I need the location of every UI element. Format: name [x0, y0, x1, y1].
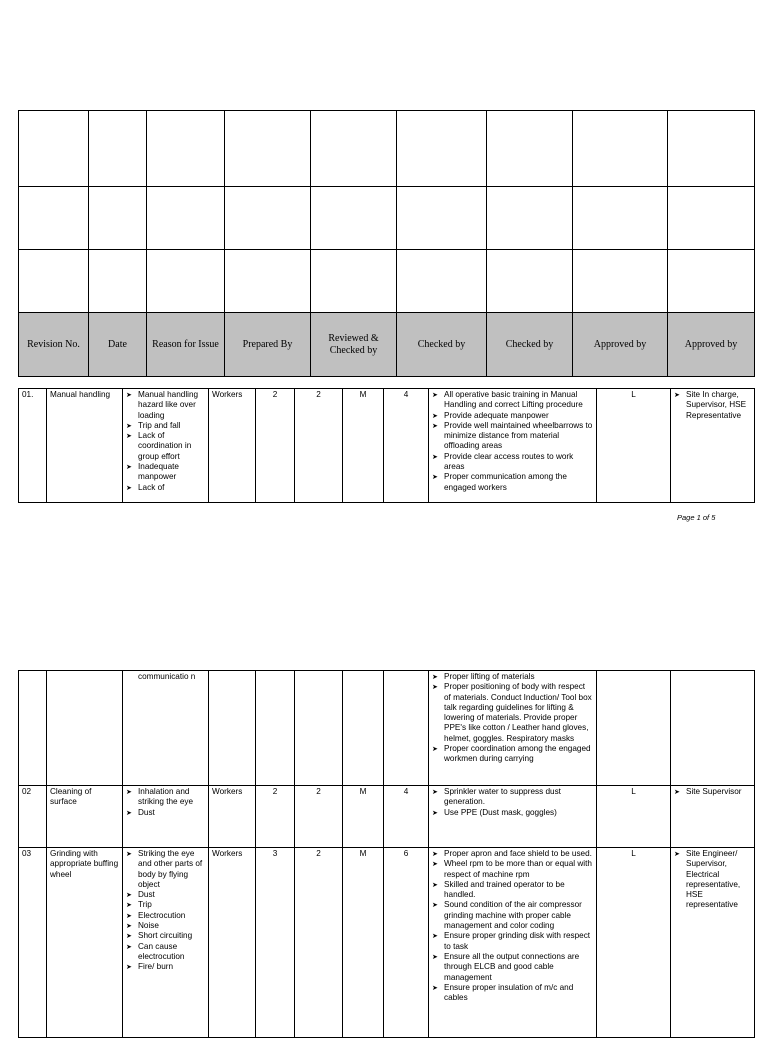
rating-value: M: [343, 848, 384, 1038]
hazard-item: ➤ Inadequate manpower: [126, 462, 205, 483]
hazard-item: ➤ Striking the eye and other parts of body by flying object: [126, 849, 205, 890]
risk-row: [19, 389, 755, 503]
header-reason: Reason for Issue: [147, 313, 225, 377]
rating-value: 2: [256, 389, 295, 503]
rating-value: 2: [256, 786, 295, 848]
rating-value: 4: [384, 786, 429, 848]
header-date: Date: [89, 313, 147, 377]
responsibility-list: [674, 390, 751, 421]
revision-row: [19, 187, 755, 250]
rating-value: 2: [295, 848, 343, 1038]
hazards-cell: [123, 389, 209, 503]
persons-at-risk: Workers: [209, 389, 256, 503]
rating-value: M: [343, 786, 384, 848]
responsibility-list: [674, 787, 751, 797]
hazard-item: ➤ Dust: [126, 808, 205, 818]
hazard-item: ➤ Electrocution: [126, 911, 205, 921]
hazard-item: ➤ Trip and fall: [126, 421, 205, 431]
responsibility-item: ➤ Site Supervisor: [674, 787, 751, 797]
risk-assessment-table: [18, 670, 755, 1038]
control-item: ➤ Skilled and trained operator to be handled.: [432, 880, 593, 901]
activity-no: 03: [19, 848, 47, 1038]
hazard-item: ➤ Dust: [126, 890, 205, 900]
control-item: ➤ Wheel rpm to be more than or equal with respect of machine rpm: [432, 859, 593, 880]
persons-at-risk: Workers: [209, 848, 256, 1038]
responsibility-cell: [671, 786, 755, 848]
header-prepared-by: Prepared By: [225, 313, 311, 377]
hazard-item: ➤ Fire/ burn: [126, 962, 205, 972]
control-item: ➤ Sprinkler water to suppress dust generation.: [432, 787, 593, 808]
control-item: ➤ Ensure proper insulation of m/c and cables: [432, 983, 593, 1004]
hazards-cell: [123, 848, 209, 1038]
rating-value: M: [343, 389, 384, 503]
control-list: [432, 849, 593, 1003]
header-approved-by-2: Approved by: [668, 313, 755, 377]
responsibility-item: ➤ Site Engineer/ Supervisor, Electrical representative, HSE representative: [674, 849, 751, 911]
hazard-item: ➤ Trip: [126, 900, 205, 910]
rating-value: 6: [384, 848, 429, 1038]
rating-value: 4: [384, 389, 429, 503]
control-item: ➤ Proper coordination among the engaged workmen during carrying: [432, 744, 593, 765]
hazard-item: ➤ Inhalation and striking the eye: [126, 787, 205, 808]
responsibility-cell: [671, 389, 755, 503]
hazard-item: ➤ Manual handling hazard like over loading: [126, 390, 205, 421]
rating-value: 2: [295, 389, 343, 503]
controls-cell: [429, 389, 597, 503]
control-list: [432, 672, 593, 765]
header-revision-no: Revision No.: [19, 313, 89, 377]
hazards-cell: [123, 671, 209, 786]
responsibility-item: ➤ Site In charge, Supervisor, HSE Representative: [674, 390, 751, 421]
activity-name: Grinding with appropriate buffing wheel: [47, 848, 123, 1038]
risk-row: [19, 671, 755, 786]
residual-risk: L: [597, 389, 671, 503]
activity-no: 01.: [19, 389, 47, 503]
hazard-item: ➤ Lack of: [126, 483, 205, 493]
control-item: ➤ All operative basic training in Manual Handling and correct Lifting procedure: [432, 390, 593, 411]
revision-header-row: [19, 313, 755, 377]
hazard-list: [126, 390, 205, 493]
control-item: ➤ Provide adequate manpower: [432, 411, 593, 421]
risk-row: [19, 848, 755, 1038]
control-item: ➤ Proper lifting of materials: [432, 672, 593, 682]
header-reviewed-checked-by: Reviewed & Checked by: [311, 313, 397, 377]
residual-risk: L: [597, 848, 671, 1038]
control-list: [432, 787, 593, 818]
header-checked-by-1: Checked by: [397, 313, 487, 377]
hazard-item: ➤ Short circuiting: [126, 931, 205, 941]
rating-value: 3: [256, 848, 295, 1038]
control-item: ➤ Proper apron and face shield to be used.: [432, 849, 593, 859]
activity-name: Cleaning of surface: [47, 786, 123, 848]
responsibility-list: [674, 849, 751, 911]
hazard-list: [126, 849, 205, 973]
persons-at-risk: Workers: [209, 786, 256, 848]
control-item: ➤ Ensure proper grinding disk with respect to task: [432, 931, 593, 952]
revision-row: [19, 111, 755, 187]
activity-no: [19, 671, 47, 786]
controls-cell: [429, 671, 597, 786]
hazard-item: ➤ Noise: [126, 921, 205, 931]
hazard-item: ➤ Can cause electrocution: [126, 942, 205, 963]
page-number: Page 1 of 5: [677, 513, 716, 522]
control-item: ➤ Proper communication among the engaged workers: [432, 472, 593, 493]
header-approved-by-1: Approved by: [573, 313, 668, 377]
revision-row: [19, 250, 755, 313]
control-item: ➤ Provide well maintained wheelbarrows to minimize distance from material offloading areas: [432, 421, 593, 452]
revision-table: [18, 110, 755, 377]
activity-name: [47, 671, 123, 786]
activity-name: Manual handling: [47, 389, 123, 503]
risk-assessment-table: [18, 388, 755, 503]
hazard-continuation: communicatio n: [138, 672, 196, 681]
residual-risk: L: [597, 786, 671, 848]
control-item: ➤ Sound condition of the air compressor grinding machine with proper cable management and color coding: [432, 900, 593, 931]
control-item: ➤ Use PPE (Dust mask, goggles): [432, 808, 593, 818]
control-item: ➤ Provide clear access routes to work areas: [432, 452, 593, 473]
controls-cell: [429, 786, 597, 848]
responsibility-cell: [671, 848, 755, 1038]
control-item: ➤ Ensure all the output connections are through ELCB and good cable management: [432, 952, 593, 983]
header-checked-by-2: Checked by: [487, 313, 573, 377]
rating-value: 2: [295, 786, 343, 848]
hazards-cell: [123, 786, 209, 848]
hazard-list: [126, 787, 205, 818]
risk-row: [19, 786, 755, 848]
controls-cell: [429, 848, 597, 1038]
control-list: [432, 390, 593, 493]
activity-no: 02: [19, 786, 47, 848]
hazard-item: ➤ Lack of coordination in group effort: [126, 431, 205, 462]
control-item: ➤ Proper positioning of body with respect of materials. Conduct Induction/ Tool box talk regarding guidelines for lifting & lowering of materials. Provide proper PPE's like cotton / Leather hand gloves, helmet, goggles. Respiratory masks: [432, 682, 593, 744]
